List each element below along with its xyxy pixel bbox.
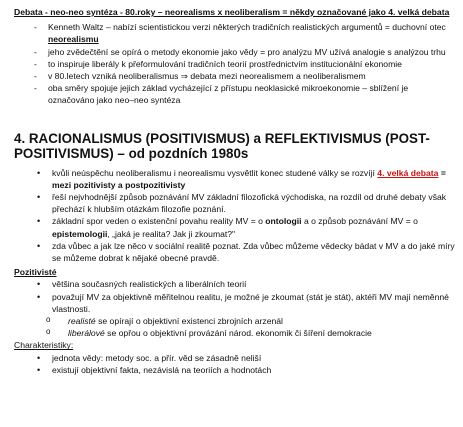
pozitiviste-list	[14, 278, 455, 315]
list-item: • základní spor veden o existenční povahu reality MV = o ontologii a o způsob poznávání MV = o epistemologii, „jaká je realita? Jak ji zkoumat?"	[36, 215, 455, 239]
list-item: o liberálové se opřou o objektivní provázání národ. ekonomik či šíření demokracie	[46, 327, 455, 339]
list-item: • považují MV za objektivně měřitelnou realitu, je možné je zkoumat (stát je stát), aktéři MV mají neměnné vlastnosti.	[36, 291, 455, 315]
list-item: • kvůli neúspěchu neoliberalismu i neorealismu vysvětlit konec studené války se rozvíjí 4. velká debata = mezi pozitivisty a postpozitivisty	[36, 167, 455, 191]
debate-highlight: 4. velká debata	[377, 167, 439, 178]
section-4-list	[14, 167, 455, 265]
list-item: - oba směry spojuje jejich základ vycházející z přístupu neoklasické mikroekonomie – sblížení je označováno jako neo–neo syntéza	[34, 82, 455, 106]
neorealism-emphasis: neorealismu	[48, 34, 99, 45]
debate-list	[14, 21, 455, 106]
list-item: - Kenneth Waltz – nabízí scientistickou verzi některých tradičních realistických argumentů = duchovní otec neorealismu	[34, 21, 455, 45]
ontology-term: ontologii	[265, 216, 302, 227]
list-item: • zda vůbec a jak lze něco v sociální realitě poznat. Zda vůbec můžeme vědecky bádat v MV a do jaké míry se můžeme dobrat k nějaké obecné pravdě.	[36, 240, 455, 264]
section-4-heading: 4. RACIONALISMUS (POSITIVISMUS) a REFLEKTIVISMUS (POST-POSITIVISMUS) – od pozdních 1980s	[14, 130, 430, 162]
list-item: - v 80.letech vzniká neoliberalismus ⇒ debata mezi neorealismem a neoliberalismem	[34, 70, 455, 82]
list-item: • řeší nejvhodnější způsob poznávání MV základní filozofická východiska, na rozdíl od druhé debaty však přechází k hlubším otázkám filozofie poznání.	[36, 191, 455, 215]
liberals-term: liberálové	[68, 328, 105, 339]
list-item: - jeho zvědečtění se opírá o metody ekonomie jako vědy = pro analýzu MV užívá analogie s analýzou trhu	[34, 46, 455, 58]
epistemology-term: epistemologii	[52, 228, 108, 239]
list-item: • existují objektivní fakta, nezávislá na teoriích a hodnotách	[36, 364, 455, 376]
pozitiviste-sublist	[14, 315, 455, 339]
debate-heading-text: Debata - neo-neo syntéza - 80.roky – neorealisms x neoliberalism = někdy označované jako 4. velká debata	[14, 7, 450, 17]
list-item: - to inspiruje liberály k přeformulování tradičních teorií prostřednictvím institucionální ekonomie	[34, 58, 455, 70]
section-heading-debate	[14, 6, 455, 18]
charakteristiky-list	[14, 352, 455, 376]
charakteristiky-label: Charakteristiky:	[14, 340, 74, 351]
list-item: • jednota vědy: metody soc. a přír. věd se zásadně neliší	[36, 352, 455, 364]
pozitiviste-label: Pozitivisté	[14, 267, 57, 278]
list-item: • většina současných realistických a liberálních teorií	[36, 278, 455, 290]
realists-term: realisté	[68, 316, 96, 327]
list-item: o realisté se opírají o objektivní existenci zbrojních arzenál	[46, 315, 455, 327]
